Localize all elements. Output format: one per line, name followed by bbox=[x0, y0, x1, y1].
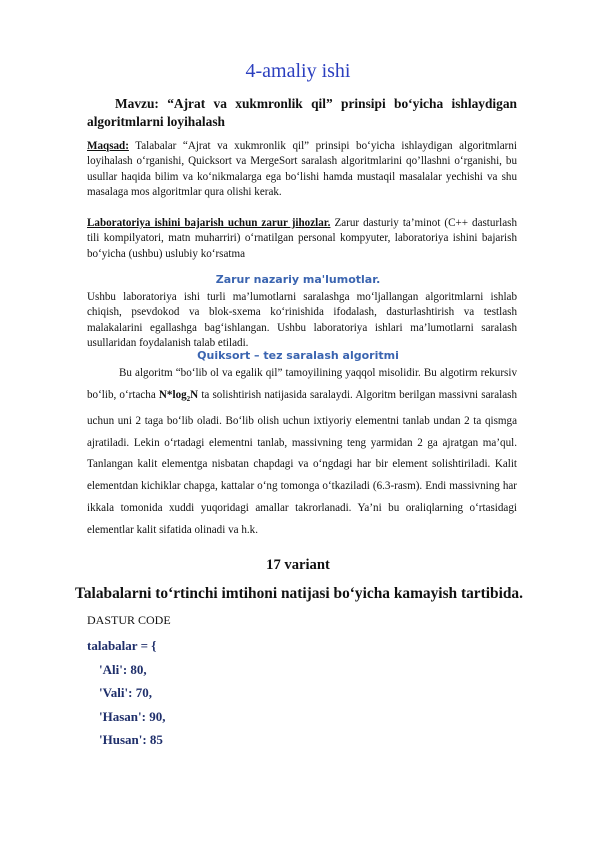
quicksort-text-before: Bu algoritm “bo‘lib ol va egalik qil” tamoyilining yaqqol misolidir. Bu algotirm rekursiv bo‘lib, o‘rtacha bbox=[87, 367, 517, 401]
theory-paragraph: Ushbu laboratoriya ishi turli ma’lumotlarni saralashga mo‘ljallangan algoritmlarni ishlab chiqish, psevdokod va blok-sxema ko‘rinishida ifodalash, dasturlashtirish va testlash malakalarini egallashga bag‘ishlangan. Ushbu laboratoriya ishlari ma’lumotlarni saralash usullaridan foydalanish talab etiladi. bbox=[87, 291, 517, 350]
quicksort-heading: Quiksort – tez saralash algoritmi bbox=[197, 349, 399, 362]
complexity-formula-end: N bbox=[190, 388, 199, 401]
page-title: 4-amaliy ishi bbox=[245, 60, 351, 82]
variant-heading: 17 variant bbox=[266, 557, 330, 573]
goal-label: Maqsad: bbox=[87, 140, 129, 152]
complexity-subscript: 2 bbox=[186, 395, 191, 404]
task-heading: Talabalarni to‘rtinchi imtihoni natijasi bo‘yicha kamayish tartibida. bbox=[75, 585, 523, 602]
code-block bbox=[87, 638, 165, 756]
goal-text: Talabalar “Ajrat va xukmronlik qil” prinsipi bo‘yicha ishlaydigan algoritmlarni loyihalash o‘rganishi, Quicksort va MergeSort saralash algoritmlarini qo’llashni o‘rganishi, bu usullar haqida bilim va ko‘nikmalarga ega bo‘lishi hamda mustaqil masalalar yechishi va shu masalaga mos algoritmlar qura olishi kerak. bbox=[87, 140, 517, 199]
theory-heading: Zarur nazariy ma'lumotlar. bbox=[215, 273, 381, 286]
equipment-label: Laboratoriya ishini bajarish uchun zarur jihozlar. bbox=[87, 217, 331, 229]
code-line: 'Vali': 70, bbox=[99, 685, 152, 700]
equipment-paragraph bbox=[87, 216, 517, 262]
code-line: 'Hasan': 90, bbox=[99, 708, 166, 724]
code-line: 'Husan': 85 bbox=[99, 732, 163, 747]
goal-paragraph bbox=[87, 139, 517, 201]
topic-heading: Mavzu: “Ajrat va xukmronlik qil” prinsipi bo‘yicha ishlaydigan algoritmlarni loyihalash bbox=[87, 96, 517, 129]
quicksort-paragraph bbox=[87, 363, 517, 542]
code-line: talabalar = { bbox=[87, 638, 157, 653]
equipment-text: Zarur dasturiy ta’minot (C++ dasturlash tili kompilyatori, matn muharriri) o‘rnatilgan personal kompyuter, laboratoriya ishini bajarish bo‘yicha (ushbu) uslubiy ko‘rsatma bbox=[87, 217, 518, 260]
code-label: DASTUR CODE bbox=[87, 613, 171, 627]
code-line: 'Ali': 80, bbox=[99, 661, 147, 677]
quicksort-text-after: ta solishtirish natijasida saralaydi. Algoritm berilgan massivni saralash uchun uni 2 taga bo‘lib oladi. Bo‘lib olish uchun ixtiyoriy elementni tanlab undan 2 ta qismga ajratiladi. Lekin o‘rtadagi elementni tanlab, massivning teng yarmidan 2 ga ajratgan ma’qul. Tanlangan kalit elementga nisbatan chapdagi va o‘ngdagi har bir element solishtiriladi. Kalit elementdan kichiklar chapga, kattalar o‘ng tomonga o‘tkaziladi (6.3-rasm). Endi massivning har ikkala tomonida xuddi yuqoridagi amallar takrorlanadi. Ya’ni bu oraliqlarning o‘rtasidagi elementlar kalit sifatida olinadi va h.k. bbox=[87, 388, 518, 536]
complexity-formula: N*log bbox=[158, 388, 187, 401]
